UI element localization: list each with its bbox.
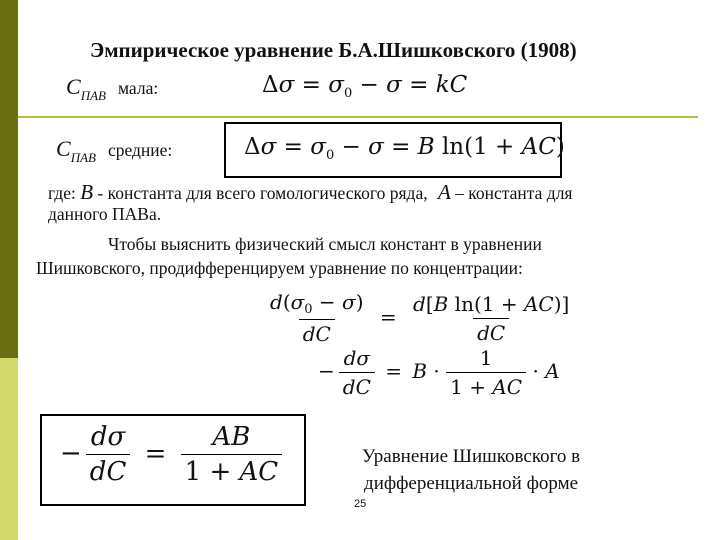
sidebar-decoration [0, 0, 18, 540]
caption-line-2: дифференциальной форме [364, 473, 579, 494]
b-description: - константа для всего гомологического ряда, [97, 183, 428, 203]
equation-log: $\Delta\sigma = \sigma_0 - \sigma = B$ ln(1 + AC) [244, 134, 565, 163]
where-line [48, 180, 572, 205]
derivative-equation-2: − $\frac{d\sigma}{dC}$ = B · $\frac{1}{1 + AC}$ · A [318, 346, 560, 399]
pav-subscript: ПАВ [80, 88, 106, 103]
condition-small [66, 74, 158, 104]
final-equation: − $\frac{d\sigma}{dC}$ = $\frac{AB}{1 + AC}$ [60, 422, 282, 487]
page-number: 25 [354, 498, 367, 510]
caption [362, 443, 580, 497]
c-var: C [66, 74, 81, 99]
medium-label: средние: [107, 140, 173, 160]
derivative-equation-1: $\frac{d(\sigma_0 - \sigma)}{dC}$ = $\frac{\text{d[B ln(1 + AC)]}}{dC}$ [270, 290, 570, 346]
caption-line-1: Уравнение Шишковского в [362, 446, 581, 467]
horizontal-rule [18, 116, 698, 118]
pav-subscript: ПАВ [70, 150, 96, 165]
a-symbol: A [437, 180, 451, 204]
equation-linear: $\Delta\sigma = \sigma_0 - \sigma$ = kC [262, 72, 468, 101]
slide-title: Эмпирическое уравнение Б.А.Шишковского (1908) [90, 38, 577, 62]
b-symbol: B [80, 180, 94, 204]
a-description: – константа для [455, 183, 573, 203]
paragraph-line-1: Чтобы выяснить физический смысл констант в уравнении [108, 234, 542, 254]
paragraph-line-2: Шишковского, продифференцируем уравнение по концентрации: [36, 258, 523, 278]
where-line-2: данного ПАВа. [48, 204, 162, 224]
sidebar-dark-band [0, 0, 18, 358]
condition-medium [56, 136, 172, 166]
small-label: мала: [117, 78, 159, 98]
sidebar-light-band [0, 358, 18, 540]
where-prefix: где: [48, 183, 76, 203]
c-var: C [56, 136, 71, 161]
